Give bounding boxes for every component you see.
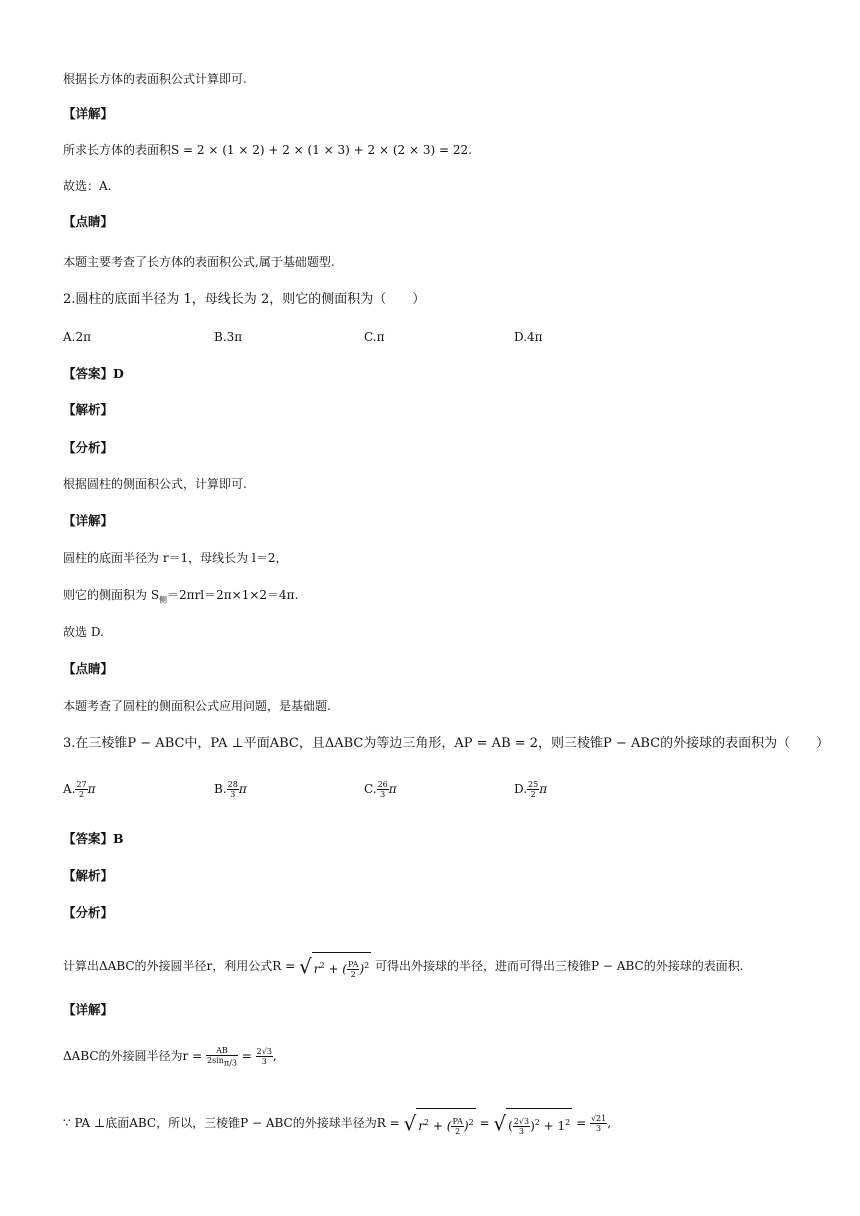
fraction xyxy=(377,780,389,799)
text-line: 根据长方体的表面积公式计算即可. xyxy=(63,72,247,86)
text-line: 所求长方体的表面积S = 2 × (1 × 2) + 2 × (1 × 3) + 2 × (2 × 3) = 22. xyxy=(63,143,472,157)
fraction xyxy=(527,780,539,799)
answer-tag: 【答案】B xyxy=(63,831,124,846)
section-tag: 【详解】 xyxy=(63,1002,114,1017)
radical-formula: √ $r^2$ + ( $\frac{PA}{2}$ )$^2$ xyxy=(299,959,371,973)
option-a: A.2π xyxy=(63,330,92,344)
numerator: 28 xyxy=(227,780,238,789)
section-tag: 【详解】 xyxy=(63,513,114,528)
text-fragment: , xyxy=(272,1049,277,1063)
option-c: C.π xyxy=(364,330,385,344)
fraction xyxy=(75,780,87,799)
section-tag: 【详解】 xyxy=(63,106,114,121)
text-line xyxy=(63,587,298,608)
radical-formula: √ $r^2$ + ( $\frac{PA}{2}$ )$^2$ = √ ( $\frac{2√3}{3}$ )$^2 + 1^2$ = $\frac{√21}{3}$ xyxy=(403,1116,607,1130)
question-2: 2.圆柱的底面半径为 1，母线长为 2，则它的侧面积为（ ） xyxy=(63,292,426,307)
pi-symbol: π xyxy=(87,782,96,796)
text-line: 故选 D. xyxy=(63,625,104,639)
denominator: 3 xyxy=(380,790,386,799)
text-line: 圆柱的底面半径为 r＝1，母线长为 l＝2， xyxy=(63,551,288,565)
section-tag: 【解析】 xyxy=(63,868,114,883)
pi-symbol: π xyxy=(539,782,548,796)
option-a xyxy=(63,780,96,799)
option-label: A. xyxy=(63,782,76,796)
numerator: 25 xyxy=(528,780,539,789)
section-tag: 【点睛】 xyxy=(63,661,114,676)
text-line: 故选：A. xyxy=(63,179,112,193)
question-3: 3.在三棱锥P − ABC中，PA ⊥平面ABC，且ΔABC为等边三角形，AP = AB = 2，则三棱锥P − ABC的外接球的表面积为（ ） xyxy=(63,736,830,751)
text-fragment: ΔABC的外接圆半径为r = xyxy=(63,1049,203,1063)
subscript: 侧 xyxy=(159,595,168,605)
section-tag: 【点睛】 xyxy=(63,214,114,229)
option-d xyxy=(514,780,547,799)
denominator: 3 xyxy=(230,790,236,799)
option-label: B. xyxy=(214,782,227,796)
numerator: 27 xyxy=(76,780,87,789)
text-line xyxy=(63,1108,611,1139)
text-line: ΔABC的外接圆半径为r = $\frac{AB}{2\sin\pi/3}$ = $\frac{2√3}{3}$ , xyxy=(63,1045,277,1068)
text-fragment: ＝2πrl＝2π×1×2＝4π. xyxy=(167,588,299,602)
section-tag: 【分析】 xyxy=(63,905,114,920)
text-fragment: 则它的侧面积为 S xyxy=(63,588,160,602)
answer-tag: 【答案】D xyxy=(63,366,124,381)
text-line xyxy=(63,952,744,981)
option-c xyxy=(364,780,397,799)
text-line: 本题主要考查了长方体的表面积公式,属于基础题型. xyxy=(63,255,335,269)
option-d: D.4π xyxy=(514,330,543,344)
fraction: $\frac{AB}{2\sin\pi/3}$ xyxy=(207,1045,237,1068)
text-fragment: , xyxy=(607,1116,612,1130)
option-label: C. xyxy=(364,782,377,796)
section-tag: 【分析】 xyxy=(63,440,114,455)
text-fragment: 可得出外接球的半径，进而可得出三棱锥P − ABC的外接球的表面积. xyxy=(375,959,744,973)
pi-symbol: π xyxy=(238,782,247,796)
section-tag: 【解析】 xyxy=(63,402,114,417)
fraction xyxy=(227,780,239,799)
text-line: 根据圆柱的侧面积公式，计算即可. xyxy=(63,477,247,491)
text-fragment: ∵ PA ⊥底面ABC，所以，三棱锥P − ABC的外接球半径为R = xyxy=(63,1116,400,1130)
numerator: 26 xyxy=(377,780,388,789)
denominator: 2 xyxy=(79,790,85,799)
text-line: 本题考查了圆柱的侧面积公式应用问题，是基础题. xyxy=(63,699,331,713)
text-fragment: 计算出ΔABC的外接圆半径r，利用公式R = xyxy=(63,959,296,973)
option-b xyxy=(214,780,247,799)
pi-symbol: π xyxy=(388,782,397,796)
option-b: B.3π xyxy=(214,330,243,344)
option-label: D. xyxy=(514,782,528,796)
denominator: 2 xyxy=(530,790,536,799)
fraction: $\frac{2√3}{3}$ xyxy=(256,1047,272,1066)
